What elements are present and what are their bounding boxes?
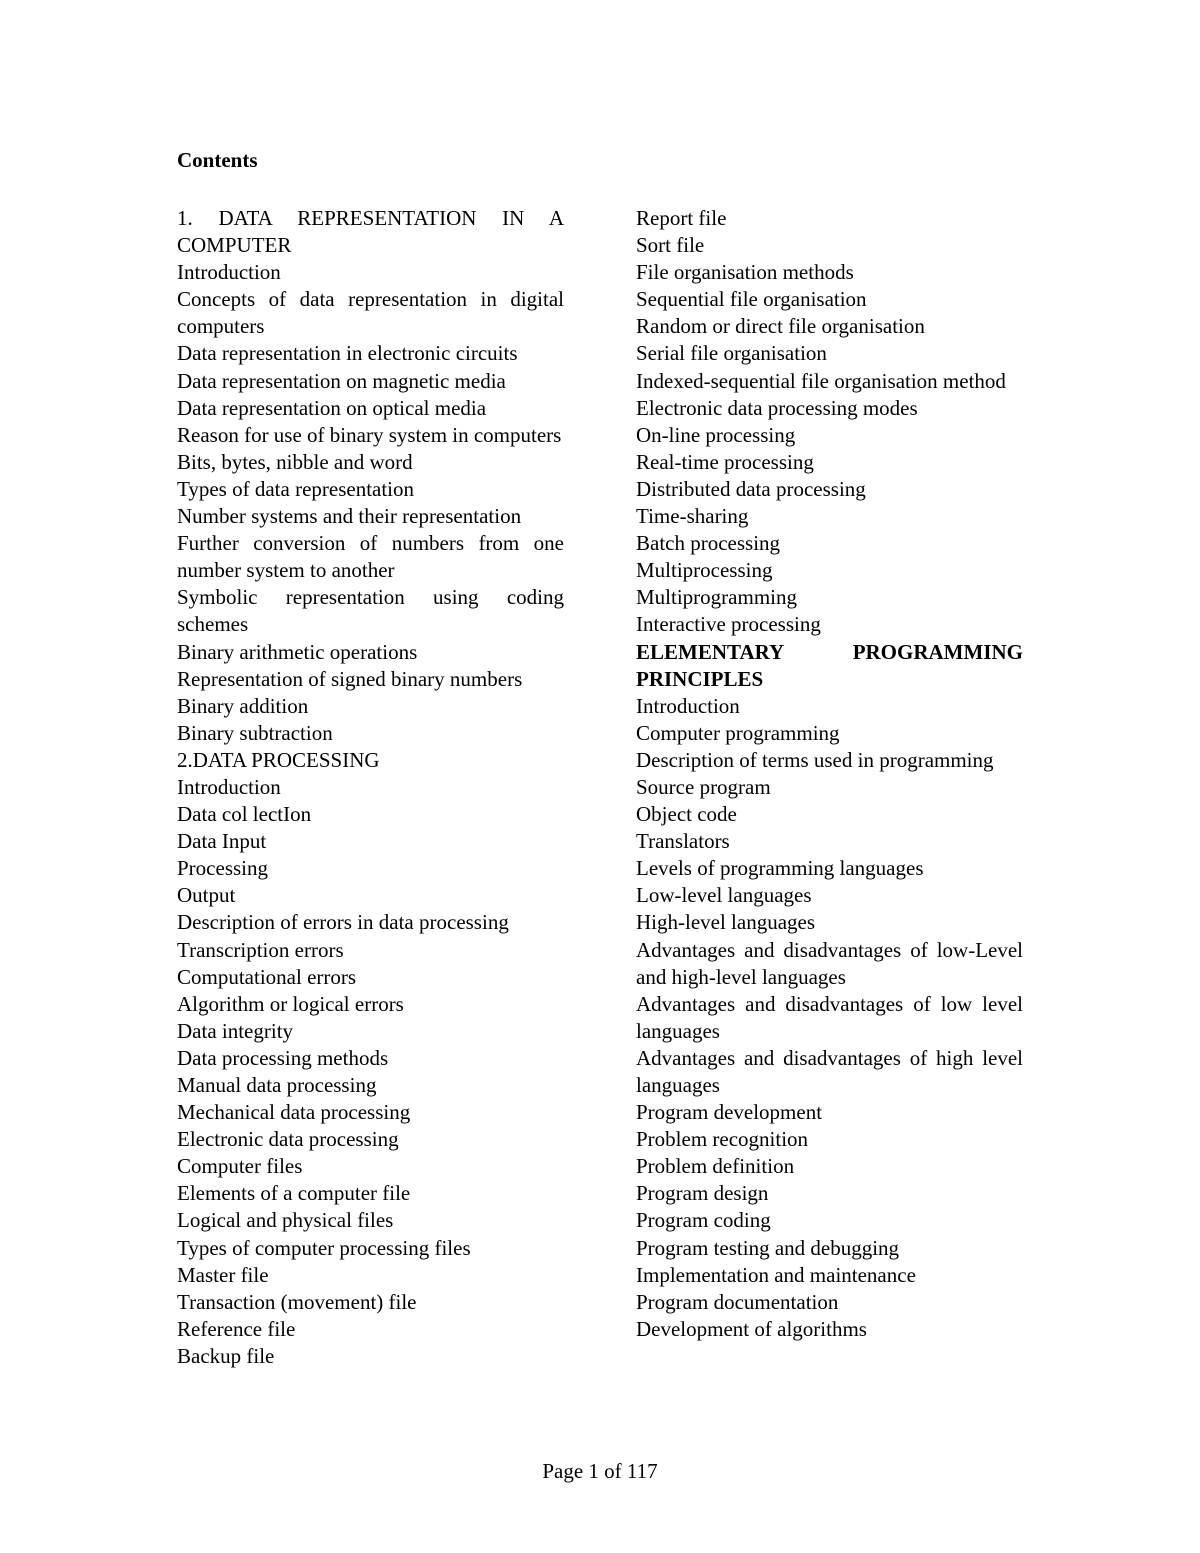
toc-entry: Computer programming xyxy=(636,720,840,745)
toc-entry: File organisation methods xyxy=(636,260,854,285)
toc-entry: Translators xyxy=(636,829,730,854)
toc-entry: Levels of programming languages xyxy=(636,856,924,881)
toc-entry: 2.DATA PROCESSING xyxy=(177,747,380,772)
page-title: Contents xyxy=(177,148,258,172)
toc-entry: Computational errors xyxy=(177,964,357,989)
toc-entry: Elements of a computer file xyxy=(177,1181,411,1206)
toc-entry: Number systems and their representation xyxy=(177,504,522,529)
toc-entry: Symbolic representation using coding schemes xyxy=(177,585,564,637)
toc-entry: Further conversion of numbers from one number system to another xyxy=(177,531,564,583)
toc-entry: Data col lectIon xyxy=(177,802,312,827)
toc-entry: Multiprocessing xyxy=(636,558,773,583)
toc-entry: Sort file xyxy=(636,233,705,258)
toc-entry: Interactive processing xyxy=(636,612,821,637)
toc-entry: Advantages and disadvantages of low level languages xyxy=(636,991,1023,1043)
toc-entry: Data representation in electronic circuits xyxy=(177,341,518,366)
toc-entry: Mechanical data processing xyxy=(177,1100,411,1125)
toc-entry: Introduction xyxy=(177,774,281,799)
toc-right-column xyxy=(636,205,1023,1343)
toc-entry: High-level languages xyxy=(636,910,816,935)
toc-entry: Random or direct file organisation xyxy=(636,314,925,339)
toc-entry: Reason for use of binary system in computers xyxy=(177,422,562,447)
toc-entry: Time-sharing xyxy=(636,504,749,529)
toc-entry: Logical and physical files xyxy=(177,1208,394,1233)
toc-entry: Data Input xyxy=(177,829,267,854)
toc-entry: Program coding xyxy=(636,1208,771,1233)
toc-entry: Introduction xyxy=(636,693,740,718)
toc-entry: Binary addition xyxy=(177,693,309,718)
toc-entry: Description of terms used in programming xyxy=(636,747,994,772)
toc-entry: Computer files xyxy=(177,1154,303,1179)
toc-entry: Low-level languages xyxy=(636,883,812,908)
toc-entry: Program testing and debugging xyxy=(636,1235,900,1260)
toc-entry: Real-time processing xyxy=(636,449,814,474)
page-number: Page 1 of 117 xyxy=(542,1459,658,1483)
toc-left-column xyxy=(177,205,564,1370)
toc-entry: Types of computer processing files xyxy=(177,1235,471,1260)
toc-entry: Transaction (movement) file xyxy=(177,1289,417,1314)
toc-entry: Representation of signed binary numbers xyxy=(177,666,523,691)
toc-entry: Binary subtraction xyxy=(177,720,333,745)
toc-entry: Introduction xyxy=(177,260,281,285)
toc-entry: Indexed-sequential file organisation method xyxy=(636,368,1006,393)
toc-entry: Problem recognition xyxy=(636,1127,809,1152)
toc-entry: Types of data representation xyxy=(177,476,415,501)
toc-entry: 1. DATA REPRESENTATION IN A COMPUTER xyxy=(177,206,564,258)
toc-entry: Data representation on magnetic media xyxy=(177,368,506,393)
toc-entry: Program documentation xyxy=(636,1289,839,1314)
toc-entry: Concepts of data representation in digital computers xyxy=(177,287,564,339)
toc-entry: Program development xyxy=(636,1100,823,1125)
toc-entry: Serial file organisation xyxy=(636,341,827,366)
toc-entry: Electronic data processing xyxy=(177,1127,399,1152)
toc-entry: Advantages and disadvantages of low-Level and high-level languages xyxy=(636,937,1023,989)
toc-entry: Data processing methods xyxy=(177,1045,389,1070)
toc-entry: Algorithm or logical errors xyxy=(177,991,404,1016)
toc-entry: Processing xyxy=(177,856,268,881)
toc-entry: Manual data processing xyxy=(177,1073,377,1097)
toc-entry: Data integrity xyxy=(177,1018,294,1043)
toc-entry: Report file xyxy=(636,206,727,230)
toc-entry: On-line processing xyxy=(636,422,796,447)
toc-entry: Object code xyxy=(636,802,737,827)
toc-entry: Program design xyxy=(636,1181,769,1206)
toc-entry: Backup file xyxy=(177,1343,275,1368)
toc-entry: Binary arithmetic operations xyxy=(177,639,418,664)
toc-entry: Development of algorithms xyxy=(636,1316,867,1341)
toc-entry: Problem definition xyxy=(636,1154,795,1179)
toc-entry: Implementation and maintenance xyxy=(636,1262,916,1287)
toc-entry: ELEMENTARY PROGRAMMING PRINCIPLES xyxy=(636,639,1023,691)
toc-entry: Master file xyxy=(177,1262,269,1287)
toc-entry: Distributed data processing xyxy=(636,476,866,501)
toc-entry: Data representation on optical media xyxy=(177,395,487,420)
toc-entry: Batch processing xyxy=(636,531,781,556)
toc-entry: Advantages and disadvantages of high level languages xyxy=(636,1045,1023,1097)
toc-entry: Reference file xyxy=(177,1316,296,1341)
toc-entry: Bits, bytes, nibble and word xyxy=(177,449,413,474)
toc-entry: Multiprogramming xyxy=(636,585,797,610)
toc-entry: Source program xyxy=(636,774,771,799)
toc-entry: Sequential file organisation xyxy=(636,287,867,312)
toc-entry: Description of errors in data processing xyxy=(177,910,509,935)
toc-entry: Output xyxy=(177,883,236,908)
toc-entry: Electronic data processing modes xyxy=(636,395,918,420)
toc-entry: Transcription errors xyxy=(177,937,344,962)
